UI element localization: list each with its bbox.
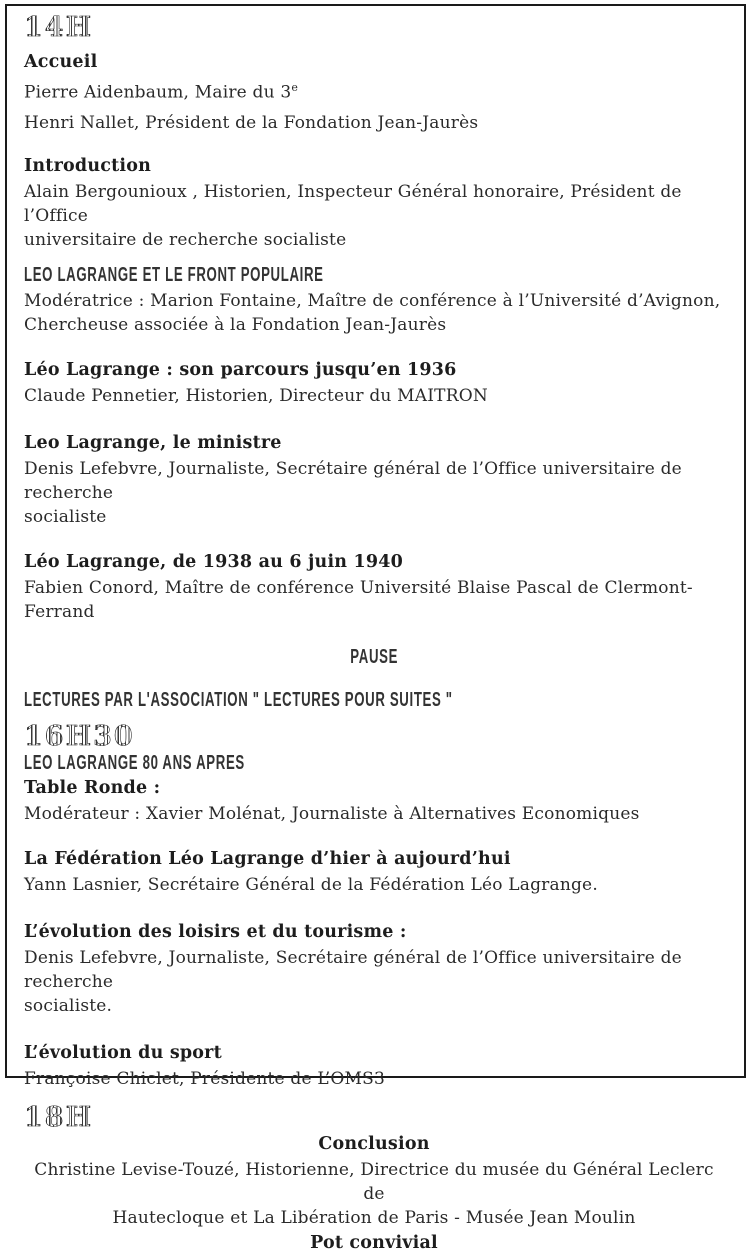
talk5-speaker-line-2: socialiste. xyxy=(24,995,113,1016)
accueil-title: Accueil xyxy=(24,52,98,72)
talk3-speaker: Fabien Conord, Maître de conférence Université Blaise Pascal de Clermont-Ferrand xyxy=(24,577,693,622)
lectures-label: LECTURES PAR L'ASSOCIATION " LECTURES POUR SUITES " xyxy=(24,688,453,711)
section-conclusion xyxy=(24,1133,724,1255)
time-heading-16h30 xyxy=(24,722,724,752)
time-heading-18h xyxy=(24,1103,724,1133)
session1-moderator-line-2: Chercheuse associée à la Fondation Jean-Jaurès xyxy=(24,314,447,335)
table-ronde-title: Table Ronde : xyxy=(24,777,161,798)
talk3-title: Léo Lagrange, de 1938 au 6 juin 1940 xyxy=(24,551,404,572)
time-label: 14H xyxy=(24,12,94,43)
talk2-title: Leo Lagrange, le ministre xyxy=(24,432,282,453)
talk6-speaker: Françoise Chiclet, Présidente de L’OMS3 xyxy=(24,1068,385,1089)
session2-heading: LEO LAGRANGE 80 ANS APRES xyxy=(24,751,245,774)
talk5-speaker-line-1: Denis Lefebvre, Journaliste, Secrétaire général de l’Office universitaire de recherche xyxy=(24,947,682,992)
pot-convivial-title: Pot convivial xyxy=(310,1232,438,1253)
talk2-speaker-line-1: Denis Lefebvre, Journaliste, Secrétaire général de l’Office universitaire de recherche xyxy=(24,458,682,503)
section-introduction xyxy=(24,155,724,252)
accueil-speaker-1 xyxy=(24,76,724,105)
page-border-frame xyxy=(5,4,746,1253)
session1-heading: LEO LAGRANGE ET LE FRONT POPULAIRE xyxy=(24,263,324,286)
introduction-title: Introduction xyxy=(24,155,152,176)
lectures-row xyxy=(24,689,724,712)
introduction-line-1: Alain Bergounioux , Historien, Inspecteur Général honoraire, Président de l’Office xyxy=(24,181,682,226)
session1-moderator-line-1: Modératrice : Marion Fontaine, Maître de conférence à l’Université d’Avignon, xyxy=(24,290,721,311)
pause-label: PAUSE xyxy=(350,645,398,668)
accueil-speaker-1-text: Pierre Aidenbaum, Maire du 3 xyxy=(24,82,292,103)
talk6-title: L’évolution du sport xyxy=(24,1042,222,1063)
talk2-speaker-line-2: socialiste xyxy=(24,506,107,527)
accueil-speaker-2: Henri Nallet, Président de la Fondation Jean-Jaurès xyxy=(24,112,479,133)
conclusion-title: Conclusion xyxy=(318,1133,430,1154)
session2-moderator: Modérateur : Xavier Molénat, Journaliste à Alternatives Economiques xyxy=(24,803,640,824)
section-80-ans-apres xyxy=(24,752,724,1091)
time-label: 16H30 xyxy=(24,720,135,752)
talk5-title: L’évolution des loisirs et du tourisme : xyxy=(24,921,407,942)
conclusion-line-2: Hautecloque et La Libération de Paris - Musée Jean Moulin xyxy=(112,1207,636,1228)
talk1-speaker: Claude Pennetier, Historien, Directeur du MAITRON xyxy=(24,385,488,406)
time-heading-14h xyxy=(24,13,724,43)
session1-heading-row xyxy=(24,264,724,287)
talk4-title: La Fédération Léo Lagrange d’hier à aujourd’hui xyxy=(24,848,511,869)
pause-row xyxy=(24,646,724,669)
introduction-line-2: universitaire de recherche socialiste xyxy=(24,229,347,250)
conclusion-line-1: Christine Levise-Touzé, Historienne, Directrice du musée du Général Leclerc de xyxy=(34,1159,714,1204)
ordinal-superscript: e xyxy=(291,81,299,94)
section-front-populaire xyxy=(24,264,724,624)
talk1-title: Léo Lagrange : son parcours jusqu’en 1936 xyxy=(24,359,457,380)
talk4-speaker: Yann Lasnier, Secrétaire Général de la Fédération Léo Lagrange. xyxy=(24,874,598,895)
section-accueil xyxy=(24,51,724,135)
session2-heading-row xyxy=(24,752,724,775)
time-label: 18H xyxy=(24,1101,94,1133)
